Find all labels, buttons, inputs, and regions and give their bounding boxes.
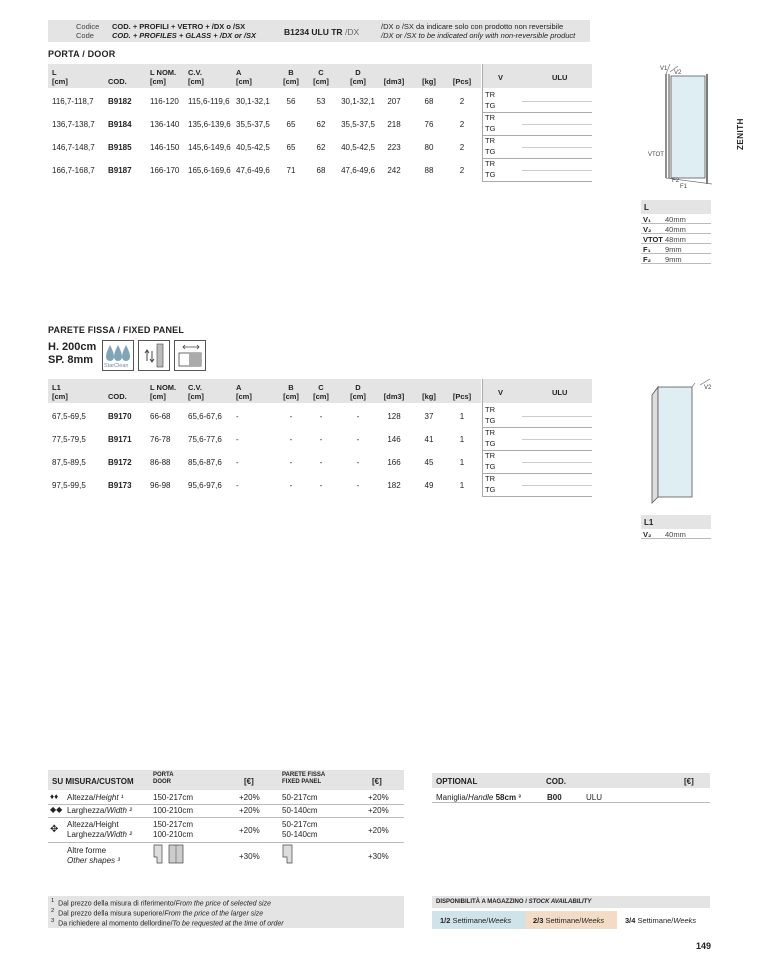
ulu-header: ULU [552,73,568,82]
table-row [48,136,592,159]
spec-row: F₁ 9mm [641,244,711,254]
both-arrows-icon: ✥ [50,824,59,835]
col-header: COD. [108,77,127,86]
panel-thickness: SP. 8mm [48,354,94,366]
custom-height-door-pct: +20% [239,793,260,802]
custom-width-door: 100-210cm [153,806,194,815]
width-arrows-icon: ◆◆ [50,805,63,814]
variant-label: TR [485,451,495,460]
custom-door-eur: [€] [244,777,254,786]
table-cell: 2 [459,166,465,175]
shaped-door-icon [152,844,188,864]
door-table-vheader [482,64,592,88]
table-cell: 95,6-97,6 [188,481,222,490]
availability-chip: 2/3 Settimane/Weeks [525,911,617,929]
table-cell: 30,1-32,1 [236,97,270,106]
table-cell: 45 [424,458,434,467]
footnote-1: $^1$ Dal prezzo della misura di riferimento/From the price of selected size [51,898,271,908]
variant-label: TR [485,159,495,168]
spec-row: VTOT 48mm [641,234,711,244]
table-cell: 1 [459,435,465,444]
table-row [48,474,592,497]
availability-chip: 1/2 Settimane/Weeks [432,911,525,929]
optional-item: Maniglia/Handle 58cm ³ [436,793,521,802]
panel-table-header [48,379,481,403]
table-cell: B9187 [108,166,132,175]
table-cell: 56 [286,97,296,106]
table-cell: 1 [459,412,465,421]
col-header: [Pcs] [452,77,472,86]
svg-text:F1: F1 [680,184,688,190]
col-header: D [cm] [350,68,366,86]
variant-label: TG [485,124,496,133]
table-cell: 41 [424,435,434,444]
col-header: A [cm] [236,383,252,401]
table-cell: 165,6-169,6 [188,166,231,175]
table-cell: 96-98 [150,481,171,490]
table-cell: - [289,412,293,421]
table-cell: 30,1-32,1 [341,97,375,106]
door-drawing-icon [640,60,730,190]
table-cell: 2 [459,97,465,106]
table-cell: 65,6-67,6 [188,412,222,421]
reversible-icon [138,340,170,371]
door-section-title: PORTA / DOOR [48,49,116,59]
col-header: [dm3] [383,77,405,86]
side-label: ZENITH [736,118,745,150]
custom-combo-panel-pct: +20% [368,826,389,835]
availability-header: DISPONIBILITÀ A MAGAZZINO / STOCK AVAILABILITY [432,896,710,908]
variant-label: TG [485,439,496,448]
table-cell: 65 [286,143,296,152]
table-cell: - [356,435,360,444]
table-cell: 166 [387,458,401,467]
spec-row: F₂ 9mm [641,254,711,264]
code-note-it: /DX o /SX da indicare solo con prodotto non reversibile [381,22,564,31]
optional-title: OPTIONAL [436,777,478,786]
table-cell: 76-78 [150,435,171,444]
extension-icon [174,340,206,371]
table-cell: 68 [424,97,434,106]
table-cell: 223 [387,143,401,152]
footnote-3: $^3$ Da richiedere al momento dellordine/To be requested at the time of order [51,918,284,928]
code-label-en: Code [76,30,94,40]
table-cell: - [356,458,360,467]
svg-text:V2: V2 [674,70,682,76]
table-cell: 136,7-138,7 [52,120,95,129]
variant-label: TR [485,113,495,122]
table-cell: 76 [424,120,434,129]
door-table-header [48,64,481,88]
table-cell: 116-120 [150,97,179,106]
custom-panel-h1: PARETE FISSA [282,772,326,778]
col-header: L1 [cm] [52,383,68,401]
table-cell: 2 [459,120,465,129]
table-cell: 35,5-37,5 [341,120,375,129]
col-header: [Pcs] [452,392,472,401]
variant-label: TR [485,474,495,483]
table-cell: 182 [387,481,401,490]
variant-label: TG [485,101,496,110]
table-cell: 97,5-99,5 [52,481,86,490]
ulu-header: ULU [552,388,568,397]
table-row [48,451,592,474]
table-cell: - [319,412,323,421]
table-cell: 47,6-49,6 [341,166,375,175]
svg-text:VTOT: VTOT [648,152,664,158]
table-cell: - [236,481,239,490]
table-cell: 62 [316,143,326,152]
door-spec-header: L [641,200,711,214]
door-spec-box [641,200,711,264]
variant-label: TR [485,136,495,145]
custom-shapes-door-pct: +30% [239,852,260,861]
panel-table-vheader [482,379,592,403]
custom-door-h1: PORTA [153,772,174,778]
custom-shapes-label1: Altre forme [67,846,107,855]
custom-combo-door-pct: +20% [239,826,260,835]
optional-item-finish: ULU [586,793,603,802]
col-header: L NOM. [cm] [150,68,177,86]
variant-label: TG [485,147,496,156]
table-cell: 37 [424,412,434,421]
table-cell: 146-150 [150,143,180,152]
table-cell: 136-140 [150,120,180,129]
table-cell: - [319,458,323,467]
col-header: [kg] [422,392,436,401]
availability-chip: 3/4 Settimane/Weeks [617,911,710,929]
table-cell: 35,5-37,5 [236,120,270,129]
table-cell: 166-170 [150,166,180,175]
col-header: [dm3] [383,392,405,401]
table-cell: 53 [316,97,326,106]
starclean-icon [102,340,134,371]
table-cell: 68 [316,166,326,175]
table-cell: 62 [316,120,326,129]
table-cell: - [319,481,323,490]
col-header: C.V. [cm] [188,383,204,401]
panel-section-title: PARETE FISSA / FIXED PANEL [48,325,185,335]
table-cell: - [289,481,293,490]
table-cell: 80 [424,143,434,152]
col-header: L [cm] [52,68,68,86]
table-cell: 1 [459,458,465,467]
custom-width-panel: 50-140cm [282,806,318,815]
table-cell: 65 [286,120,296,129]
table-row [48,405,592,428]
custom-title: SU MISURA/CUSTOM [52,777,134,786]
height-arrows-icon: ♦♦ [50,792,59,801]
panel-drawing-icon [640,375,720,505]
svg-text:V1: V1 [660,66,668,72]
col-header: D [cm] [350,383,366,401]
code-label-it: Codice [76,22,100,31]
shaped-panel-icon [281,844,295,864]
v-header: V [498,388,504,397]
footnotes [48,896,404,928]
table-cell: 40,5-42,5 [236,143,270,152]
optional-header [432,773,710,788]
optional-item-code: B00 [547,793,562,802]
v-header: V [498,73,504,82]
code-desc-en: COD. + PROFILES + GLASS + /DX or /SX [112,30,256,40]
variant-label: TG [485,416,496,425]
table-cell: B9171 [108,435,132,444]
table-row [48,90,592,113]
panel-spec-header: L1 [641,515,711,529]
col-header: COD. [108,392,127,401]
table-cell: 75,6-77,6 [188,435,222,444]
col-header: B [cm] [283,68,299,86]
table-cell: B9173 [108,481,132,490]
table-cell: - [289,435,293,444]
custom-height-door: 150-217cm [153,793,194,802]
table-cell: B9170 [108,412,132,421]
variant-label: TR [485,428,495,437]
svg-text:F2: F2 [672,178,680,184]
variant-label: TR [485,90,495,99]
col-header: C.V. [cm] [188,68,204,86]
custom-width-panel-pct: +20% [368,806,389,815]
variant-label: TG [485,462,496,471]
table-cell: 145,6-149,6 [188,143,231,152]
svg-text:V2: V2 [704,385,712,391]
table-row [48,159,592,182]
table-cell: 77,5-79,5 [52,435,86,444]
table-cell: 47,6-49,6 [236,166,270,175]
table-cell: B9185 [108,143,132,152]
code-example-suffix: /DX [344,27,360,37]
table-cell: 87,5-89,5 [52,458,86,467]
table-cell: 86-88 [150,458,171,467]
code-example: B1234 ULU TR [284,27,343,37]
footnote-2: $^2$ Dal prezzo della misura superiore/From the price of the larger size [51,908,264,918]
col-header: A [cm] [236,68,252,86]
custom-door-h2: DOOR [153,779,171,785]
table-cell: - [236,435,239,444]
table-cell: 135,6-139,6 [188,120,231,129]
col-header: B [cm] [283,383,299,401]
table-cell: 128 [387,412,401,421]
table-cell: 218 [387,120,401,129]
table-cell: - [289,458,293,467]
table-cell: 166,7-168,7 [52,166,95,175]
variant-label: TR [485,405,495,414]
col-header: [kg] [422,77,436,86]
optional-cod: COD. [546,777,566,786]
table-cell: - [236,412,239,421]
custom-combo-label1: Altezza/Height [67,820,119,829]
table-cell: 146,7-148,7 [52,143,95,152]
custom-height-label: Altezza/ [67,793,96,802]
col-header: C [cm] [313,383,329,401]
table-cell: 85,6-87,6 [188,458,222,467]
page-number: 149 [696,941,712,951]
table-cell: 115,6-119,6 [188,97,230,106]
code-format-strip [48,20,590,42]
spec-row: V₁ 40mm [641,214,711,224]
custom-height-panel-pct: +20% [368,793,389,802]
table-cell: - [236,458,239,467]
table-cell: 242 [387,166,401,175]
custom-shapes-panel-pct: +30% [368,852,389,861]
table-cell: - [319,435,323,444]
panel-spec-box [641,515,711,539]
table-cell: 1 [459,481,465,490]
table-cell: 71 [286,166,296,175]
table-row [48,113,592,136]
table-cell: 146 [387,435,401,444]
starclean-label: StarClean [104,363,129,369]
table-cell: 40,5-42,5 [341,143,375,152]
table-cell: 49 [424,481,434,490]
spec-row: V₂ 40mm [641,529,711,539]
custom-height-panel: 50-217cm [282,793,318,802]
table-cell: 2 [459,143,465,152]
code-note-en: /DX or /SX to be indicated only with non-reversible product [381,30,576,40]
custom-panel-h2: FIXED PANEL [282,779,322,785]
col-header: L NOM. [cm] [150,383,177,401]
custom-panel-eur: [€] [372,777,382,786]
table-cell: B9182 [108,97,132,106]
table-cell: 66-68 [150,412,171,421]
table-cell: B9184 [108,120,132,129]
custom-width-label: Larghezza/ [67,806,107,815]
table-cell: 67,5-69,5 [52,412,86,421]
table-cell: B9172 [108,458,132,467]
variant-label: TG [485,170,496,179]
variant-label: TG [485,485,496,494]
col-header: C [cm] [313,68,329,86]
table-row [48,428,592,451]
panel-height: H. 200cm [48,341,97,353]
code-desc-it: COD. + PROFILI + VETRO + /DX o /SX [112,22,246,31]
table-cell: - [356,412,360,421]
spec-row: V₂ 40mm [641,224,711,234]
custom-width-door-pct: +20% [239,806,260,815]
table-cell: 88 [424,166,434,175]
optional-eur: [€] [684,777,694,786]
table-cell: - [356,481,360,490]
table-cell: 207 [387,97,401,106]
table-cell: 116,7-118,7 [52,97,94,106]
